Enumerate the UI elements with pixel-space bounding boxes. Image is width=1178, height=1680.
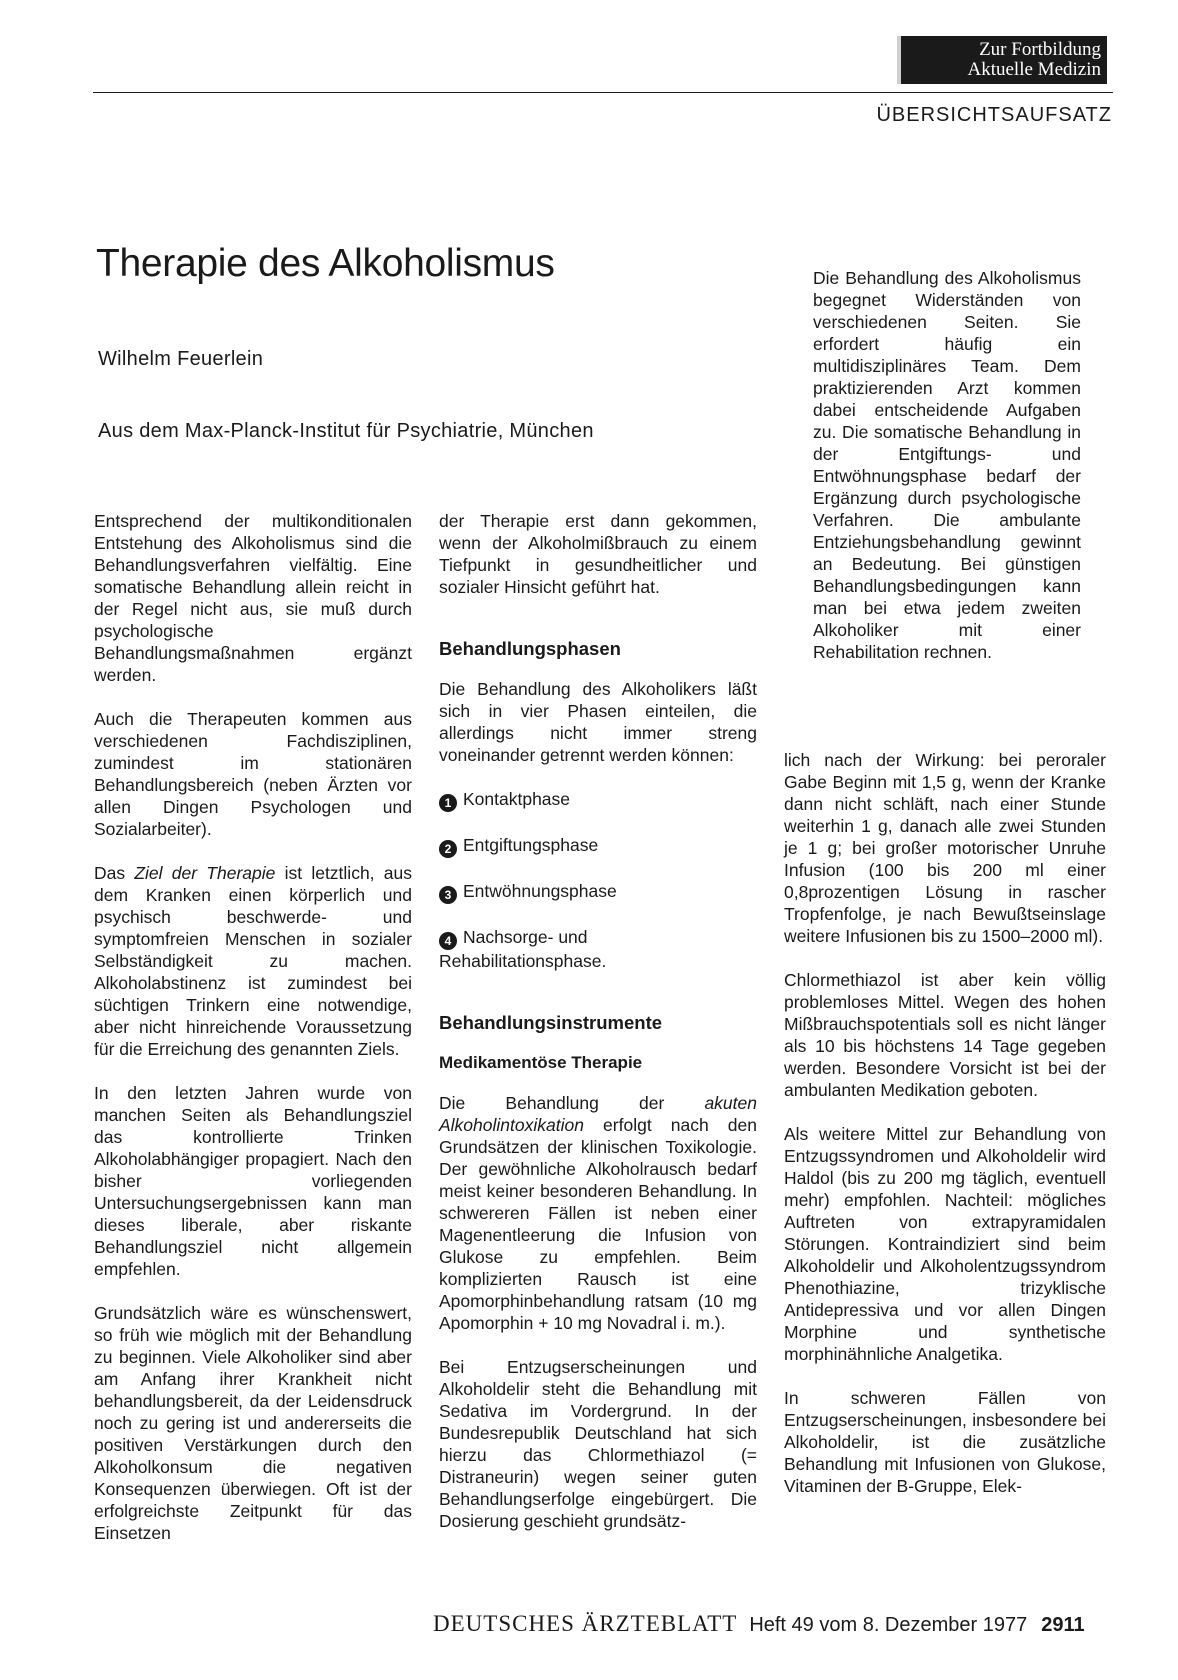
paragraph: Als weitere Mittel zur Behandlung von Entzugssyndromen und Alkoholdelir wird Haldol (bis zu 200 mg täglich, eventuell mehr) empfohlen. Nachteil: mögliches Auftreten von extrapyramidalen Störungen. Kontraindiziert sind beim Alkoholdelir und Alkoholentzugssyndrom Phenothiazine, trizyklische Antidepressiva und vor allen Dingen Morphine und synthetische morphinähnliche Analgetika.: [784, 1124, 1106, 1364]
badge-line-1: Zur Fortbildung: [979, 39, 1101, 60]
paragraph: In den letzten Jahren wurde von manchen Seiten als Behandlungsziel das kontrollierte Trinken Alkoholabhängiger propagiert. Nach den bisher vorliegenden Untersuchungsergebnissen kann man dieses liberale, aber riskante Behandlungsziel nicht allgemein empfehlen.: [94, 1083, 412, 1279]
paragraph: der Therapie erst dann gekommen, wenn der Alkoholmißbrauch zu einem Tiefpunkt in gesundheitlicher und sozialer Hinsicht geführt hat.: [439, 511, 757, 597]
paragraph: Die Behandlung der akuten Alkoholintoxikation erfolgt nach den Grundsätzen der klinischen Toxikologie. Der gewöhnliche Alkoholrausch bedarf meist keiner besonderen Behandlung. In schwereren Fällen ist neben einer Magenentleerung die Infusion von Glukose zu empfehlen. Beim komplizierten Rausch ist eine Apomorphinbehandlung ratsam (10 mg Apomorphin + 10 mg Novadral i. m.).: [439, 1093, 757, 1333]
number-badge: 2: [439, 840, 457, 858]
author: Wilhelm Feuerlein: [98, 348, 264, 370]
heading-behandlungsinstrumente: Behandlungsinstrumente: [439, 1012, 663, 1033]
column-2: [439, 510, 757, 1554]
issue-info: Heft 49 vom 8. Dezember 1977: [749, 1614, 1028, 1636]
number-badge: 1: [439, 794, 457, 812]
abstract: [813, 267, 1081, 685]
column-1: [94, 510, 412, 1566]
paragraph: Chlormethiazol ist aber kein völlig problemloses Mittel. Wegen des hohen Mißbrauchspotentials soll es nicht länger als 10 bis höchstens 14 Tage gegeben werden. Besondere Vorsicht ist bei der ambulanten Medikation geboten.: [784, 970, 1106, 1100]
abstract-text: Die Behandlung des Alkoholismus begegnet Widerständen von verschiedenen Seiten. Sie erfordert häufig ein multidisziplinäres Team. Dem praktizierenden Arzt kommen dabei entscheidende Aufgaben zu. Die somatische Behandlung in der Entgiftungs- und Entwöhnungsphase bedarf der Ergänzung durch psychologische Verfahren. Die ambulante Entziehungsbehandlung gewinnt an Bedeutung. Bei günstigen Behandlungsbedingungen kann man bei etwa jedem zweiten Alkoholiker mit einer Rehabilitation rechnen.: [813, 268, 1081, 662]
paragraph: lich nach der Wirkung: bei peroraler Gabe Beginn mit 1,5 g, wenn der Kranke dann nicht schläft, nach einer Stunde weiterhin 1 g, danach alle zwei Stunden je 1 g; bei großer motorischer Unruhe Infusion (100 bis 200 ml einer 0,8prozentigen Lösung in rascher Tropfenfolge, je nach Bewußtseinslage weitere Infusionen bis zu 1500–2000 ml).: [784, 750, 1106, 946]
paragraph: Die Behandlung des Alkoholikers läßt sich in vier Phasen einteilen, die allerdings nicht immer streng voneinander getrennt werden können:: [439, 679, 757, 765]
emphasis: Ziel der Therapie: [134, 863, 276, 883]
number-badge: 4: [439, 932, 457, 950]
paragraph: Das Ziel der Therapie ist letztlich, aus dem Kranken einen körperlich und psychisch beschwerde- und symptomfreien Menschen in sozialer Selbständigkeit zu machen. Alkoholabstinenz ist zumindest bei süchtigen Trinkern eine notwendige, aber nicht hinreichende Voraussetzung für die Erreichung des genannten Ziels.: [94, 863, 412, 1059]
section-label: ÜBERSICHTSAUFSATZ: [876, 104, 1112, 126]
section-badge: [897, 36, 1107, 84]
header-rule: [93, 92, 1113, 93]
phase-item: 2 Entgiftungsphase: [439, 834, 757, 858]
paragraph: In schweren Fällen von Entzugserscheinungen, insbesondere bei Alkoholdelir, ist die zusätzliche Behandlung mit Infusionen von Glukose, Vitaminen der B-Gruppe, Elek-: [784, 1388, 1106, 1496]
paragraph: Auch die Therapeuten kommen aus verschiedenen Fachdisziplinen, zumindest im stationären Behandlungsbereich (neben Ärzten vor allen Dingen Psychologen und Sozialarbeiter).: [94, 709, 412, 839]
badge-line-2: Aktuelle Medizin: [967, 59, 1101, 80]
column-3: [784, 749, 1106, 1519]
page-footer: [433, 1611, 1085, 1637]
paragraph: Grundsätzlich wäre es wünschenswert, so früh wie möglich mit der Behandlung zu beginnen. Viele Alkoholiker sind aber am Anfang ihrer Krankheit nicht behandlungsbereit, da der Leidensdruck noch zu gering ist und andererseits die positiven Verstärkungen durch den Alkoholkonsum die negativen Konsequenzen überwiegen. Oft ist der erfolgreichste Zeitpunkt für das Einsetzen: [94, 1303, 412, 1543]
phase-item: 1 Kontaktphase: [439, 788, 757, 812]
page-number: 2911: [1041, 1614, 1085, 1636]
article-title: Therapie des Alkoholismus: [96, 242, 555, 285]
heading-behandlungsphasen: Behandlungsphasen: [439, 638, 621, 659]
number-badge: 3: [439, 886, 457, 904]
paragraph: Bei Entzugserscheinungen und Alkoholdelir steht die Behandlung mit Sedativa im Vordergrund. In der Bundesrepublik Deutschland hat sich hierzu das Chlormethiazol (= Distraneurin) wegen seiner guten Behandlungserfolge eingebürgert. Die Dosierung geschieht grundsätz-: [439, 1357, 757, 1531]
phase-item: 3 Entwöhnungsphase: [439, 880, 757, 904]
affiliation: Aus dem Max-Planck-Institut für Psychiatrie, München: [98, 420, 594, 442]
phase-item: 4 Nachsorge- und Rehabilitationsphase.: [439, 927, 607, 971]
emphasis: akuten Alkoholintoxikation: [439, 1093, 757, 1135]
journal-name: DEUTSCHES ÄRZTEBLATT: [433, 1611, 738, 1636]
heading-medikamentoese-therapie: Medikamentöse Therapie: [439, 1053, 643, 1072]
paragraph: Entsprechend der multikonditionalen Entstehung des Alkoholismus sind die Behandlungsverfahren vielfältig. Eine somatische Behandlung allein reicht in der Regel nicht aus, sie muß durch psychologische Behandlungsmaßnahmen ergänzt werden.: [94, 511, 412, 685]
